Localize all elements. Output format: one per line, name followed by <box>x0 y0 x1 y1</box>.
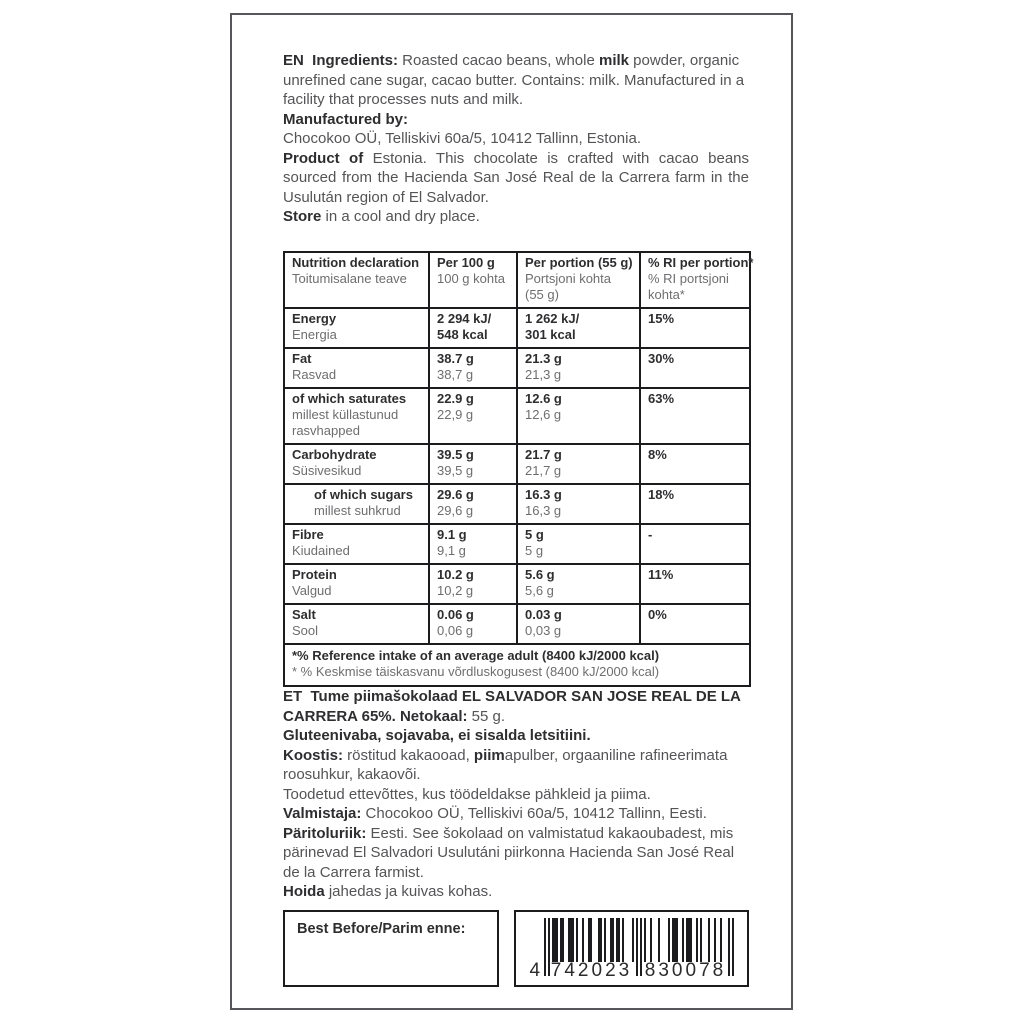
col-header-nutrition-declaration <box>284 252 429 308</box>
per-100g-cell: 0.06 g 0,06 g <box>429 604 517 644</box>
nutrient-name-cell: Salt Sool <box>284 604 429 644</box>
col-header-per-portion <box>517 252 640 308</box>
nutrient-row <box>284 308 750 348</box>
ri-cell: - <box>640 524 750 564</box>
best-before-label: Best Before/Parim enne: <box>297 921 466 937</box>
nutrient-name-cell: Energy Energia <box>284 308 429 348</box>
paragraph: Toodetud ettevõttes, kus töödeldakse pähkleid ja piima. <box>283 785 651 803</box>
header-en: Per portion (55 g) <box>525 255 633 270</box>
nutrient-name-cell: of which saturates millest küllastunud rasvhapped <box>284 388 429 444</box>
barcode-first-digit: 4 <box>529 959 541 981</box>
barcode-right-digits: 830078 <box>644 959 727 981</box>
header-en: Per 100 g <box>437 255 495 270</box>
nutrient-name-cell: Fibre Kiudained <box>284 524 429 564</box>
nutrient-row <box>284 388 750 444</box>
barcode-left-digits: 742023 <box>550 959 633 981</box>
ean13-barcode <box>530 918 734 980</box>
paragraph: Hoida jahedas ja kuivas kohas. <box>283 883 493 900</box>
table-header-row <box>284 252 750 308</box>
header-en: % RI per portion* <box>648 255 754 270</box>
footnote-row <box>284 644 750 686</box>
col-header-ri-per-portion <box>640 252 754 308</box>
nutrient-name-cell: Carbohydrate Süsivesikud <box>284 444 429 484</box>
nutrient-row <box>284 524 750 564</box>
nutrient-row <box>284 484 750 524</box>
ri-cell: 18% <box>640 484 750 524</box>
paragraph: Päritoluriik: Eesti. See šokolaad on valmistatud kakaoubadest, mis pärinevad El Salvadori Usulutáni piirkonna Hacienda San José Real de la Carrera farmist. <box>283 824 735 881</box>
per-portion-cell: 16.3 g 16,3 g <box>517 484 640 524</box>
per-portion-cell: 5.6 g 5,6 g <box>517 564 640 604</box>
paragraph: Product of Estonia. This chocolate is crafted with cacao beans sourced from the Hacienda San José Real de la Carrera farm in the Usulután region of El Salvador. <box>283 149 750 206</box>
ri-cell: 30% <box>640 348 750 388</box>
barcode-box <box>514 910 749 987</box>
per-portion-cell: 5 g 5 g <box>517 524 640 564</box>
per-100g-cell: 10.2 g 10,2 g <box>429 564 517 604</box>
et-section <box>283 687 749 902</box>
per-portion-cell: 21.3 g 21,3 g <box>517 348 640 388</box>
paragraph: Manufactured by: <box>283 110 409 128</box>
best-before-box <box>283 910 499 987</box>
header-en: Nutrition declaration <box>292 255 420 270</box>
bottom-row <box>283 910 749 987</box>
header-et: % RI portsjoni kohta* <box>648 271 729 302</box>
paragraph: Chocokoo OÜ, Telliskivi 60a/5, 10412 Tallinn, Estonia. <box>283 130 641 147</box>
paragraph: Store in a cool and dry place. <box>283 208 480 225</box>
nutrient-name-cell: Protein Valgud <box>284 564 429 604</box>
ri-cell: 0% <box>640 604 750 644</box>
nutrient-row <box>284 444 750 484</box>
product-label <box>230 13 793 1010</box>
ri-cell: 63% <box>640 388 750 444</box>
nutrient-row <box>284 348 750 388</box>
per-100g-cell: 29.6 g 29,6 g <box>429 484 517 524</box>
nutrient-name-cell: Fat Rasvad <box>284 348 429 388</box>
en-ingredients-section <box>283 51 749 227</box>
per-100g-cell: 39.5 g 39,5 g <box>429 444 517 484</box>
footnote-en: *% Reference intake of an average adult (8400 kJ/2000 kcal) <box>292 648 660 663</box>
per-portion-cell: 21.7 g 21,7 g <box>517 444 640 484</box>
paragraph: Gluteenivaba, sojavaba, ei sisalda letsitiini. <box>283 727 591 744</box>
nutrient-row <box>284 564 750 604</box>
header-et: Portsjoni kohta (55 g) <box>525 271 611 302</box>
ri-cell: 11% <box>640 564 750 604</box>
per-portion-cell: 1 262 kJ/ 301 kcal <box>517 308 640 348</box>
paragraph: ET Tume piimašokolaad EL SALVADOR SAN JOSE REAL DE LA CARRERA 65%. Netokaal: 55 g. <box>283 688 741 725</box>
per-100g-cell: 9.1 g 9,1 g <box>429 524 517 564</box>
nutrient-name-cell: of which sugars millest suhkrud <box>284 484 429 524</box>
nutrient-row <box>284 604 750 644</box>
paragraph: Koostis: röstitud kakaooad, piimapulber, orgaaniline rafineerimata roosuhkur, kakaovõi. <box>283 746 728 783</box>
ri-cell: 15% <box>640 308 750 348</box>
ri-cell: 8% <box>640 444 750 484</box>
per-100g-cell: 2 294 kJ/ 548 kcal <box>429 308 517 348</box>
nutrition-table-body <box>284 308 750 644</box>
per-portion-cell: 12.6 g 12,6 g <box>517 388 640 444</box>
nutrition-table <box>283 251 754 687</box>
header-et: Toitumisalane teave <box>292 271 407 286</box>
per-100g-cell: 22.9 g 22,9 g <box>429 388 517 444</box>
per-portion-cell: 0.03 g 0,03 g <box>517 604 640 644</box>
footnote-et: * % Keskmise täiskasvanu võrdluskogusest (8400 kJ/2000 kcal) <box>292 664 660 679</box>
footnote-cell <box>284 644 750 686</box>
col-header-per-100g <box>429 252 517 308</box>
paragraph: Valmistaja: Chocokoo OÜ, Telliskivi 60a/5, 10412 Tallinn, Eesti. <box>283 805 707 822</box>
header-et: 100 g kohta <box>437 271 505 286</box>
per-100g-cell: 38.7 g 38,7 g <box>429 348 517 388</box>
paragraph: EN Ingredients: Roasted cacao beans, whole milk powder, organic unrefined cane sugar, cacao butter. Contains: milk. Manufactured in a facility that processes nuts and milk. <box>283 52 745 108</box>
